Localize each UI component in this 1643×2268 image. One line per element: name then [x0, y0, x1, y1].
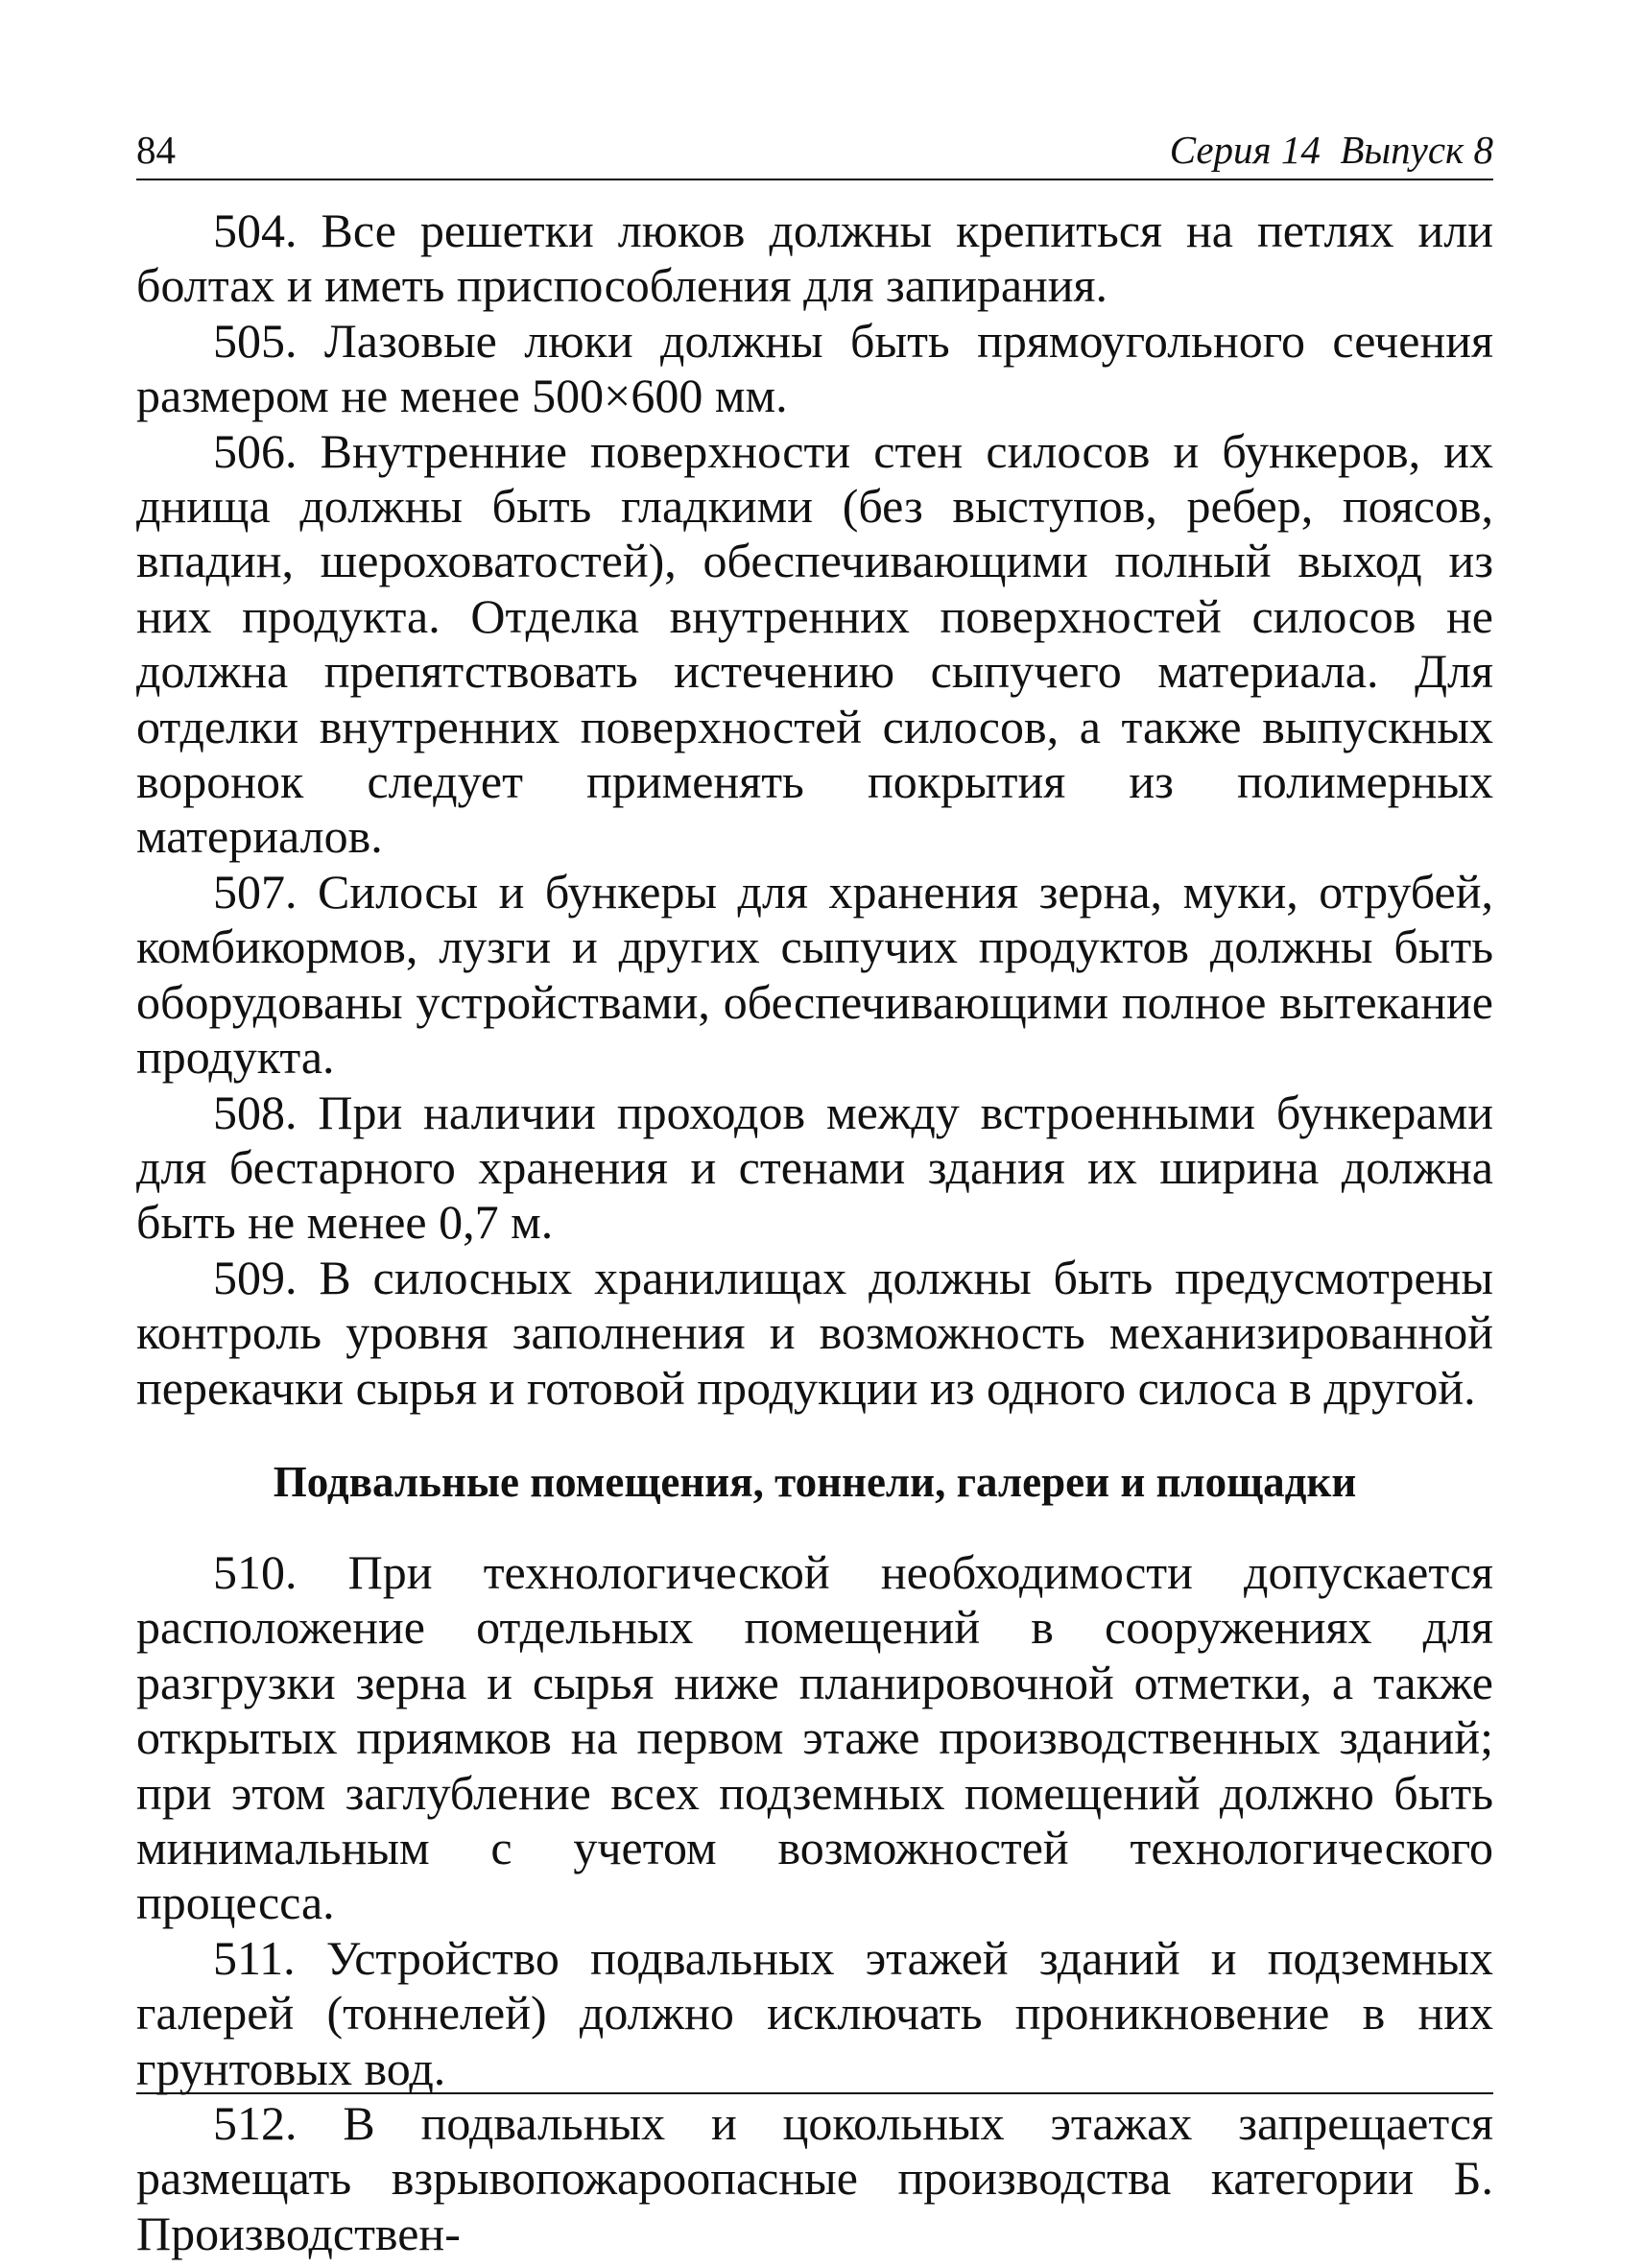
paragraph-508: 508. При наличии проходов между встроенными бункерами для бестарного хранения и стенами здания их ширина должна быть не менее 0,7 м.	[136, 1085, 1493, 1250]
paragraph-507: 507. Силосы и бункеры для хранения зерна, муки, отрубей, комбикормов, лузги и других сыпучих продуктов должны быть оборудованы устройствами, обеспечивающими полное вытекание продукта.	[136, 864, 1493, 1085]
paragraph-504: 504. Все решетки люков должны крепиться на петлях или болтах и иметь приспособления для запирания.	[136, 203, 1493, 313]
page-number: 84	[136, 128, 176, 172]
paragraph-511: 511. Устройство подвальных этажей зданий и подземных галерей (тоннелей) должно исключать проникновение в них грунтовых вод.	[136, 1930, 1493, 2095]
paragraph-506: 506. Внутренние поверхности стен силосов и бункеров, их днища должны быть гладкими (без выступов, ребер, поясов, впадин, шероховатостей), обеспечивающими полный выход из них продукта. Отделка внутренних поверхностей силосов не должна препятствовать истечению сыпучего материала. Для отделки внутренних поверхностей силосов, а также выпускных воронок следует применять покрытия из полимерных материалов.	[136, 423, 1493, 864]
body-text	[136, 203, 1493, 2261]
paragraph-505: 505. Лазовые люки должны быть прямоугольного сечения размером не менее 500×600 мм.	[136, 313, 1493, 423]
header-rule	[136, 179, 1493, 180]
footer-rule	[136, 2092, 1493, 2094]
running-header	[136, 123, 1493, 177]
section-heading: Подвальные помещения, тоннели, галереи и площадки	[273, 1457, 1357, 1506]
series-title: Серия 14 Выпуск 8	[1169, 128, 1493, 172]
paragraph-509: 509. В силосных хранилищах должны быть предусмотрены контроль уровня заполнения и возможность механизированной перекачки сырья и готовой продукции из одного силоса в другой.	[136, 1250, 1493, 1415]
paragraph-510: 510. При технологической необходимости допускается расположение отдельных помещений в сооружениях для разгрузки зерна и сырья ниже планировочной отметки, а также открытых приямков на первом этаже производственных зданий; при этом заглубление всех подземных помещений должно быть минимальным с учетом возможностей технологического процесса.	[136, 1544, 1493, 1930]
paragraph-512: 512. В подвальных и цокольных этажах запрещается размещать взрывопожароопасные производства категории Б. Производствен-	[136, 2096, 1493, 2260]
